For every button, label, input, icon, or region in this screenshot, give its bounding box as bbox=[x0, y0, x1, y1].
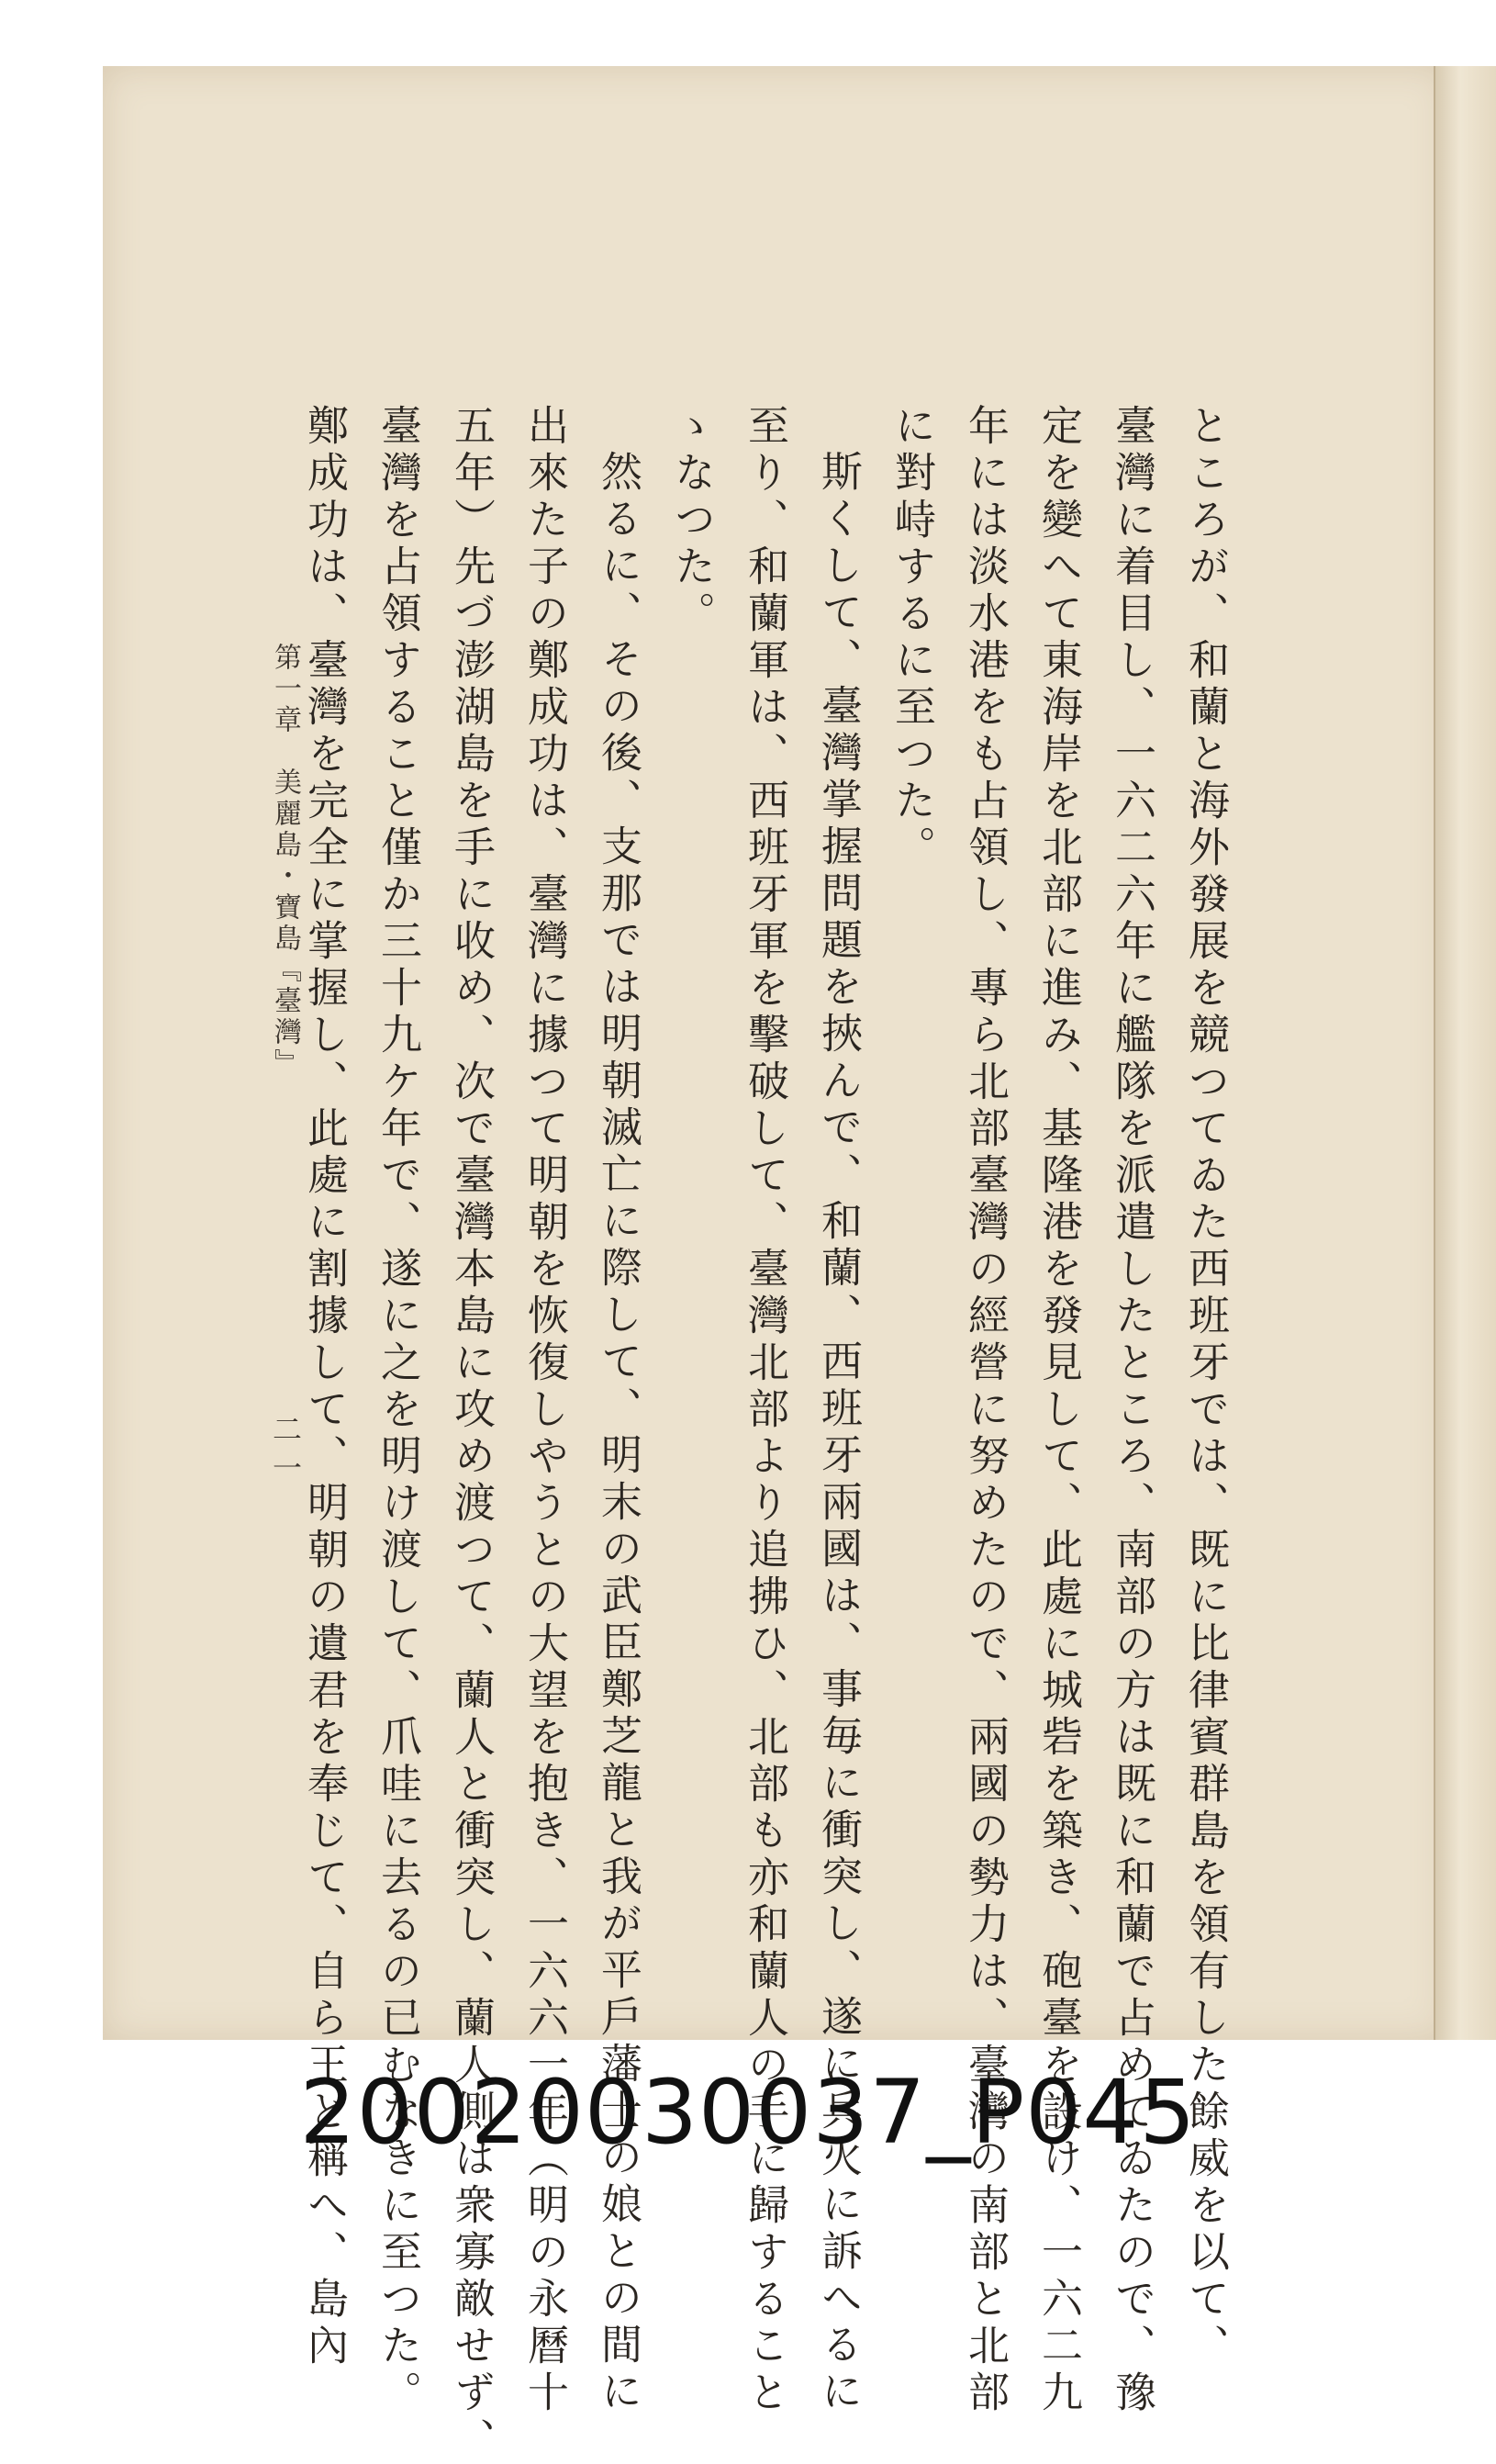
facing-page-edge bbox=[1434, 66, 1496, 2040]
text-column-4: 年には淡水港をも占領し、專ら北部臺灣の經營に努めたので、兩國の勢力は、臺灣の南部と北部 bbox=[961, 404, 1010, 2417]
text-column-3: 定を變へて東海岸を北部に進み、基隆港を發見して、此處に城砦を築き、砲臺を設け、一六二九 bbox=[1034, 404, 1083, 2417]
text-column-2: 臺灣に着目し、一六二六年に艦隊を派遣したところ、南部の方は既に和蘭で占めてゐたので、豫 bbox=[1108, 404, 1156, 2417]
text-column-6: 斯くして、臺灣掌握問題を挾んで、和蘭、西班牙兩國は、事毎に衝突し、遂に兵火に訴へるに bbox=[814, 450, 863, 2416]
text-column-10: 出來た子の鄭成功は、臺灣に據つて明朝を恢復しやうとの大望を抱き、一六六一年（明の永曆十 bbox=[520, 404, 569, 2417]
text-column-11: 五年）先づ澎湖島を手に收め、次で臺灣本島に攻め渡つて、蘭人と衝突し、蘭人側は衆寡敵せず、 bbox=[447, 404, 496, 2464]
text-column-8: ゝなつた。 bbox=[667, 404, 716, 638]
chapter-footer: 第一章 美麗島・寶島『臺灣』 bbox=[269, 643, 301, 1080]
text-column-13: 鄭成功は、臺灣を完全に掌握し、此處に割據して、明朝の遺君を奉じて、自ら王と稱へ、島內 bbox=[300, 404, 349, 2370]
text-column-9: 然るに、その後、支那では明朝滅亡に際して、明末の武臣鄭芝龍と我が平戶藩士の娘との間に bbox=[594, 450, 642, 2416]
text-column-1: ところが、和蘭と海外發展を競つてゐた西班牙では、既に比律賓群島を領有した餘威を以て、 bbox=[1181, 404, 1230, 2370]
text-column-7: 至り、和蘭軍は、西班牙軍を擊破して、臺灣北部より追拂ひ、北部も亦和蘭人の手に歸すること bbox=[741, 404, 789, 2417]
text-column-12: 臺灣を占領すること僅か三十九ケ年で、遂に之を明け渡して、爪哇に去るの已むなきに至つた。 bbox=[374, 404, 422, 2417]
image-caption: 20020030037_P045 bbox=[299, 2061, 1197, 2164]
page-number: 二一 bbox=[268, 1414, 303, 1491]
text-column-5: に對峙するに至つた。 bbox=[888, 404, 936, 872]
